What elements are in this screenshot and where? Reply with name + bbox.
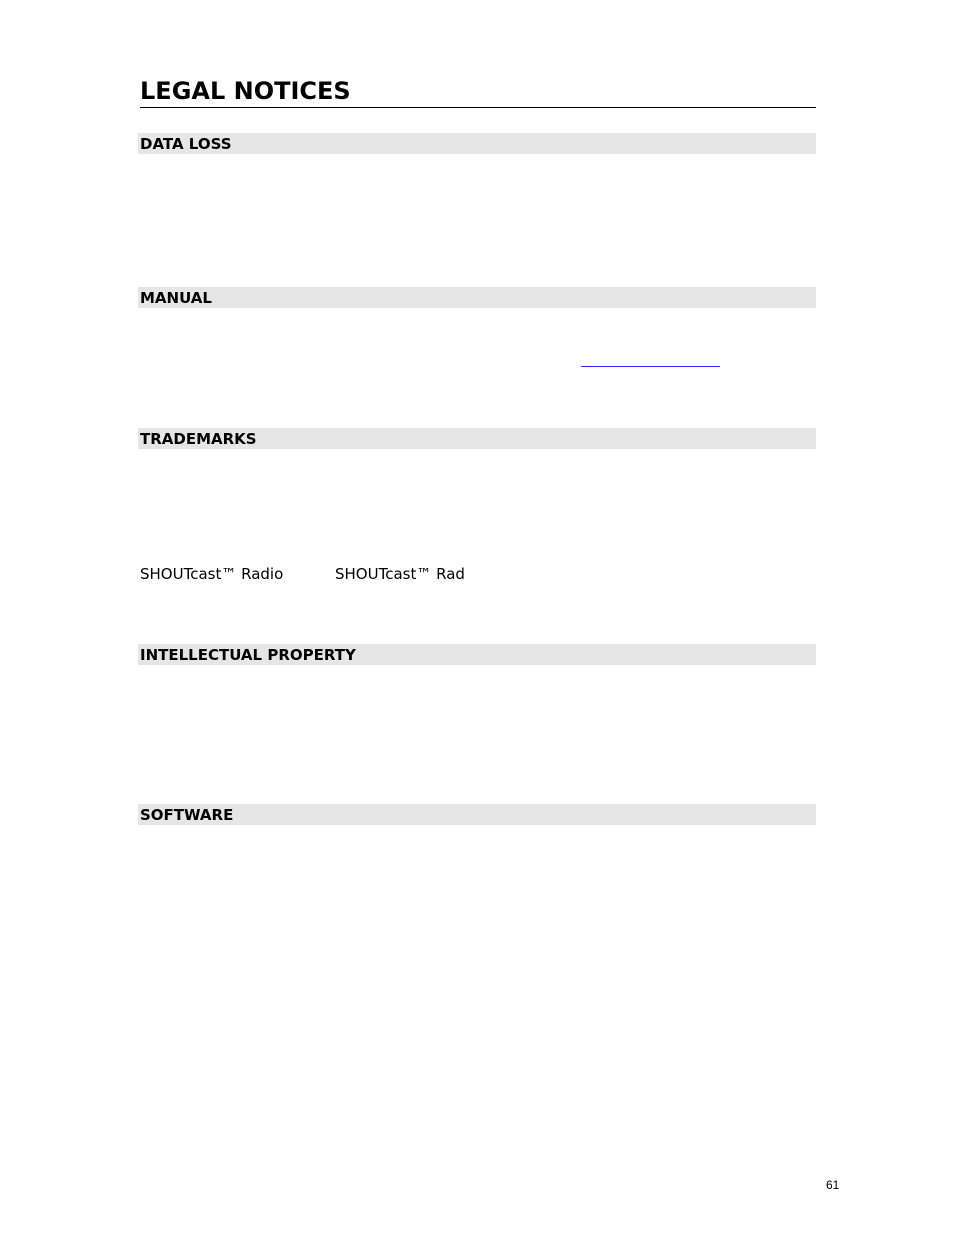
- section-header-data-loss: [138, 133, 816, 154]
- section-label-trademarks: TRADEMARKS: [140, 430, 257, 448]
- section-label-manual: MANUAL: [140, 289, 212, 307]
- section-label-intellectual-property: INTELLECTUAL PROPERTY: [140, 646, 356, 664]
- section-label-data-loss: DATA LOSS: [140, 135, 232, 153]
- trademark-cell-2: SHOUTcast™ Rad: [335, 565, 465, 583]
- page-title: LEGAL NOTICES: [140, 77, 351, 105]
- section-header-trademarks: [138, 428, 816, 449]
- section-header-manual: [138, 287, 816, 308]
- trademark-cell-1: SHOUTcast™ Radio: [140, 565, 284, 583]
- manual-link[interactable]: [581, 366, 720, 367]
- section-header-intellectual-property: [138, 644, 816, 665]
- title-divider: [140, 107, 816, 108]
- page-number: 61: [826, 1178, 840, 1192]
- section-label-software: SOFTWARE: [140, 806, 234, 824]
- section-header-software: [138, 804, 816, 825]
